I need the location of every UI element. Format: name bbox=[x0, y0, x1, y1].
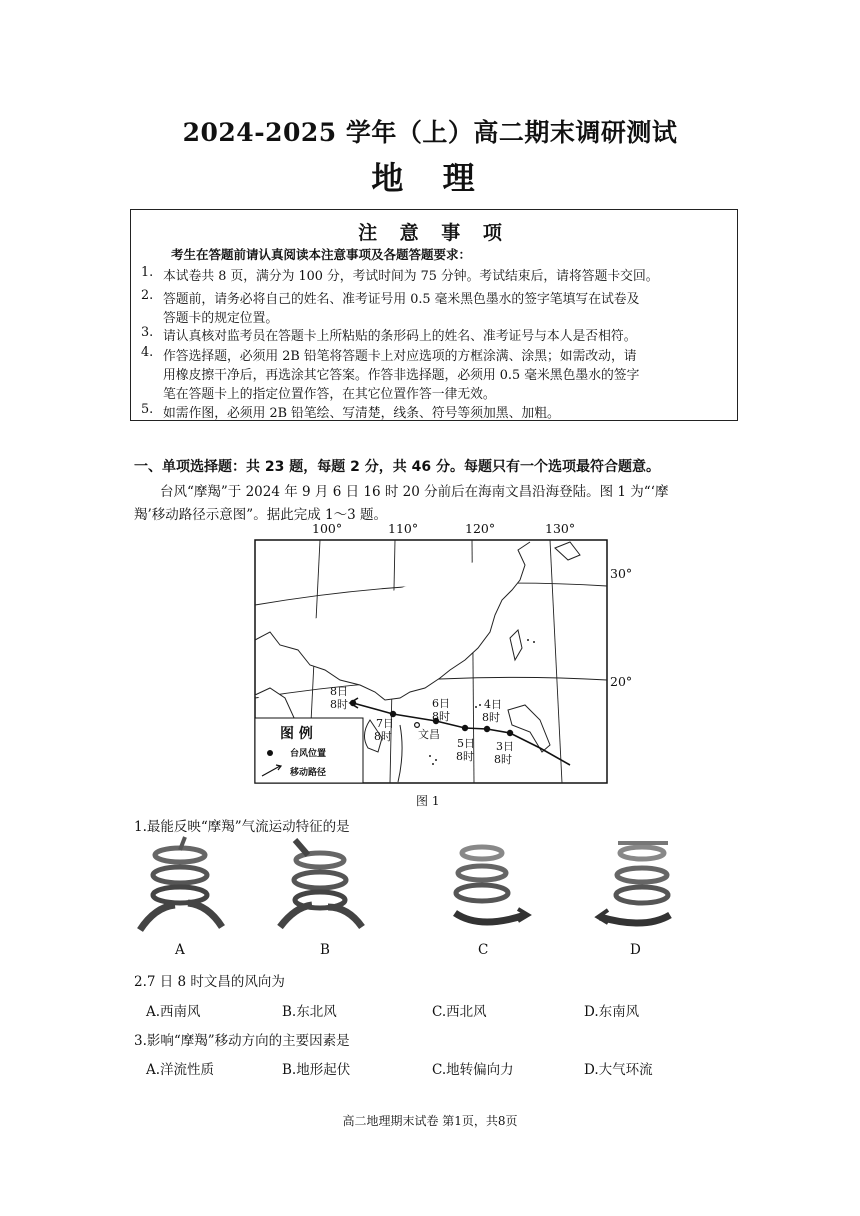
label-6-time: 8时 bbox=[432, 710, 450, 723]
section-heading: 一、单项选择题：共 23 题，每题 2 分，共 46 分。每题只有一个选项最符合题意。 bbox=[134, 459, 660, 475]
notice-item-4-text-cont2: 笔在答题卡上的指定位置作答，在其它位置作答一律无效。 bbox=[163, 387, 496, 402]
notice-item-3-text: 请认真核对监考员在答题卡上所粘贴的条形码上的姓名、准考证号与本人是否相符。 bbox=[163, 329, 637, 344]
question-intro-line2: 羯’移动路径示意图”。据此完成 1～3 题。 bbox=[134, 507, 387, 523]
label-3-date: 3日 bbox=[496, 740, 514, 753]
notice-item-4-text: 作答选择题，必须用 2B 铅笔将答题卡上对应选项的方框涂满、涂黑；如需改动，请 bbox=[163, 349, 637, 364]
typhoon-track-map bbox=[250, 520, 640, 790]
notice-item-4-text-cont1: 用橡皮擦干净后，再选涂其它答案。作答非选择题，必须用 0.5 毫米黑色墨水的签字 bbox=[163, 368, 640, 383]
diagram-c bbox=[455, 847, 528, 922]
lon-120: 120° bbox=[465, 521, 496, 536]
notice-title: 注 意 事 项 bbox=[358, 222, 510, 244]
notice-item-1-text: 本试卷共 8 页，满分为 100 分，考试时间为 75 分钟。考试结束后，请将答题卡交回。 bbox=[163, 269, 659, 284]
q1-option-d[interactable]: D bbox=[630, 942, 641, 958]
notice-intro: 考生在答题前请认真阅读本注意事项及各题答题要求： bbox=[171, 247, 472, 262]
notice-item-2-text: 答题前，请务必将自己的姓名、准考证号用 0.5 毫米黑色墨水的签字笔填写在试卷及 bbox=[163, 292, 640, 307]
q2-option-a[interactable]: A.西南风 bbox=[146, 1004, 201, 1020]
question-intro-line1: 台风“摩羯”于 2024 年 9 月 6 日 16 时 20 分前后在海南文昌沿海登陆。图 1 为“‘摩 bbox=[160, 484, 669, 500]
lon-110: 110° bbox=[388, 521, 419, 536]
label-6-date: 6日 bbox=[432, 697, 450, 710]
wenchang-label: 文昌 bbox=[418, 728, 440, 741]
label-4-date: 4日 bbox=[484, 698, 502, 711]
q2-option-b[interactable]: B.东北风 bbox=[282, 1004, 337, 1020]
label-8-date: 8日 bbox=[330, 685, 348, 698]
label-7-time: 8时 bbox=[374, 730, 392, 743]
diagram-b bbox=[280, 840, 362, 927]
lon-100: 100° bbox=[312, 521, 343, 536]
label-5-date: 5日 bbox=[457, 737, 475, 750]
q3-option-b[interactable]: B.地形起伏 bbox=[282, 1062, 351, 1078]
q2-option-d[interactable]: D.东南风 bbox=[584, 1004, 640, 1020]
legend-position-label: 台风位置 bbox=[290, 749, 327, 759]
q3-option-d[interactable]: D.大气环流 bbox=[584, 1062, 653, 1078]
question-1-stem: 1.最能反映“摩羯”气流运动特征的是 bbox=[134, 819, 350, 835]
question-3-stem: 3.影响“摩羯”移动方向的主要因素是 bbox=[134, 1033, 350, 1049]
lon-130: 130° bbox=[545, 521, 576, 536]
label-8-time: 8时 bbox=[330, 698, 348, 711]
notice-item-5-text: 如需作图，必须用 2B 铅笔绘、写清楚，线条、符号等须加黑、加粗。 bbox=[163, 406, 560, 421]
q1-option-b[interactable]: B bbox=[320, 942, 330, 958]
airflow-diagrams bbox=[130, 835, 690, 935]
notice-item-3-num: 3. bbox=[141, 325, 154, 340]
label-3-time: 8时 bbox=[494, 753, 512, 766]
q2-option-c[interactable]: C.西北风 bbox=[432, 1004, 487, 1020]
position-4d-8h bbox=[484, 726, 490, 732]
notice-item-2-num: 2. bbox=[141, 288, 154, 303]
subject-title: 地 理 bbox=[371, 159, 489, 197]
label-5-time: 8时 bbox=[456, 750, 474, 763]
position-5d-8h bbox=[462, 725, 468, 731]
diagram-d bbox=[598, 843, 670, 923]
notice-item-1-num: 1. bbox=[141, 265, 154, 280]
notice-box bbox=[130, 209, 738, 421]
notice-item-4-num: 4. bbox=[141, 345, 154, 360]
q3-option-a[interactable]: A.洋流性质 bbox=[146, 1062, 215, 1078]
legend-title: 图 例 bbox=[280, 726, 313, 742]
wenchang-marker bbox=[415, 723, 420, 728]
position-8d-8h bbox=[350, 700, 356, 706]
q1-option-c[interactable]: C bbox=[478, 942, 489, 958]
legend-dot-icon bbox=[267, 750, 273, 756]
notice-item-2-text-cont: 答题卡的规定位置。 bbox=[163, 311, 279, 326]
page-footer: 高二地理期末试卷 第1页，共8页 bbox=[342, 1114, 518, 1128]
figure-caption: 图 1 bbox=[416, 794, 440, 808]
legend-path-label: 移动路径 bbox=[290, 768, 327, 778]
diagram-a bbox=[140, 837, 222, 930]
exam-title: 2024-2025 学年（上）高二期末调研测试 bbox=[182, 118, 678, 147]
lat-30: 30° bbox=[610, 566, 633, 581]
notice-item-5-num: 5. bbox=[141, 402, 154, 417]
label-7-date: 7日 bbox=[376, 717, 394, 730]
q3-option-c[interactable]: C.地转偏向力 bbox=[432, 1062, 514, 1078]
question-2-stem: 2.7 日 8 时文昌的风向为 bbox=[134, 974, 285, 990]
lat-20: 20° bbox=[610, 674, 633, 689]
label-4-time: 8时 bbox=[482, 711, 500, 724]
q1-option-a[interactable]: A bbox=[175, 942, 185, 958]
position-3d-8h bbox=[507, 730, 513, 736]
